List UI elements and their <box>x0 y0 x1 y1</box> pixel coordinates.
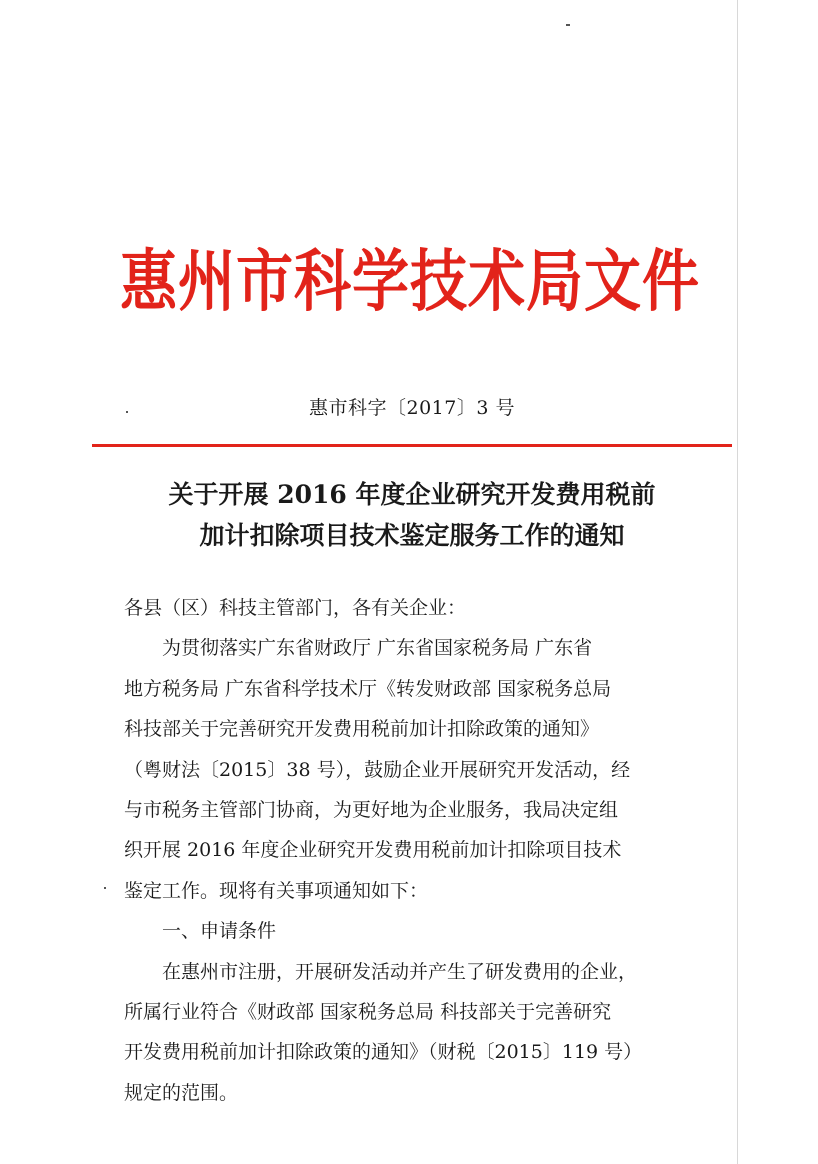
notice-title-line: 关于开展 2016 年度企业研究开发费用税前 <box>168 480 656 509</box>
salutation: 各县（区）科技主管部门，各有关企业： <box>124 597 467 619</box>
red-divider-line <box>92 444 732 447</box>
paragraph-line: 地方税务局 广东省科学技术厅《转发财政部 国家税务总局 <box>124 677 612 700</box>
section-heading: 一、申请条件 <box>162 920 277 943</box>
scan-speck <box>566 24 570 26</box>
notice-title <box>92 474 732 556</box>
document-number: 惠市科字〔2017〕3 号 <box>309 397 515 419</box>
page-edge-line <box>737 0 738 1164</box>
document-masthead: 惠州市科学技术局文件 <box>120 243 700 322</box>
paragraph-line: （粤财法〔2015〕38 号），鼓励企业开展研究开发活动，经 <box>124 758 631 781</box>
paragraph-line: 所属行业符合《财政部 国家税务总局 科技部关于完善研究 <box>124 1001 612 1024</box>
paragraph-line: 开发费用税前加计扣除政策的通知》（财税〔2015〕119 号） <box>124 1041 643 1064</box>
paragraph-line: 科技部关于完善研究开发费用税前加计扣除政策的通知》 <box>124 718 600 741</box>
paragraph-line: 规定的范围。 <box>124 1081 239 1104</box>
paragraph-line: 在惠州市注册，开展研发活动并产生了研发费用的企业， <box>162 960 638 983</box>
paragraph-line: 与市税务主管部门协商，为更好地为企业服务，我局决定组 <box>124 799 619 822</box>
paragraph-line: 为贯彻落实广东省财政厅 广东省国家税务局 广东省 <box>162 637 593 660</box>
notice-body <box>124 588 724 1113</box>
paragraph-line: 织开展 2016 年度企业研究开发费用税前加计扣除项目技术 <box>124 839 622 862</box>
paragraph-line: 鉴定工作。现将有关事项通知如下： <box>124 879 429 902</box>
scan-speck <box>104 887 106 889</box>
notice-title-line: 加计扣除项目技术鉴定服务工作的通知 <box>199 521 625 550</box>
